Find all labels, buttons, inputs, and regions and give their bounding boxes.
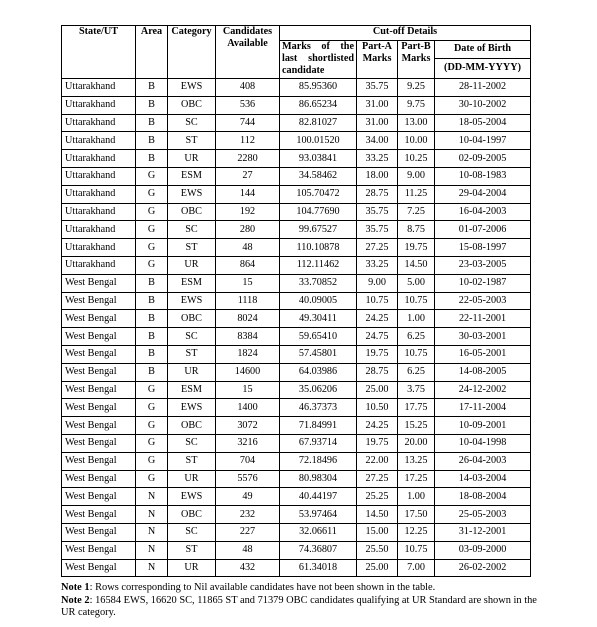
area-cell: B	[136, 363, 168, 381]
note-1-label: Note 1	[61, 582, 90, 593]
area-cell: B	[136, 79, 168, 97]
table-row	[62, 132, 531, 150]
candidates-cell: 1118	[216, 292, 280, 310]
dob-cell: 26-04-2003	[435, 452, 531, 470]
state-cell: Uttarakhand	[62, 239, 136, 257]
part-a-cell: 22.00	[357, 452, 398, 470]
state-cell: West Bengal	[62, 523, 136, 541]
part-b-cell: 10.75	[398, 541, 435, 559]
table-row	[62, 541, 531, 559]
part-b-cell: 7.00	[398, 559, 435, 577]
table-row	[62, 417, 531, 435]
marks-cell: 105.70472	[280, 185, 357, 203]
category-cell: EWS	[168, 399, 216, 417]
candidates-cell: 3216	[216, 434, 280, 452]
table-row	[62, 363, 531, 381]
part-b-cell: 9.25	[398, 79, 435, 97]
note-2	[61, 595, 541, 620]
marks-cell: 49.30411	[280, 310, 357, 328]
table-row	[62, 310, 531, 328]
table-row	[62, 96, 531, 114]
area-cell: B	[136, 292, 168, 310]
category-cell: OBC	[168, 506, 216, 524]
candidates-cell: 1824	[216, 345, 280, 363]
state-cell: Uttarakhand	[62, 167, 136, 185]
category-cell: EWS	[168, 488, 216, 506]
area-cell: G	[136, 221, 168, 239]
part-a-cell: 35.75	[357, 79, 398, 97]
table-row	[62, 523, 531, 541]
candidates-cell: 192	[216, 203, 280, 221]
notes-section	[61, 582, 541, 620]
marks-cell: 53.97464	[280, 506, 357, 524]
marks-cell: 32.06611	[280, 523, 357, 541]
part-a-cell: 28.75	[357, 185, 398, 203]
area-cell: N	[136, 506, 168, 524]
area-cell: G	[136, 470, 168, 488]
part-b-cell: 9.00	[398, 167, 435, 185]
part-a-cell: 27.25	[357, 239, 398, 257]
marks-cell: 72.18496	[280, 452, 357, 470]
table-row	[62, 328, 531, 346]
dob-cell: 18-05-2004	[435, 114, 531, 132]
marks-cell: 33.70852	[280, 274, 357, 292]
dob-cell: 03-09-2000	[435, 541, 531, 559]
part-b-cell: 6.25	[398, 363, 435, 381]
area-cell: G	[136, 417, 168, 435]
category-cell: UR	[168, 559, 216, 577]
cutoff-table	[61, 25, 531, 577]
part-b-cell: 17.75	[398, 399, 435, 417]
part-a-cell: 31.00	[357, 96, 398, 114]
dob-cell: 01-07-2006	[435, 221, 531, 239]
state-cell: West Bengal	[62, 470, 136, 488]
part-b-cell: 12.25	[398, 523, 435, 541]
part-a-cell: 14.50	[357, 506, 398, 524]
marks-cell: 40.09005	[280, 292, 357, 310]
candidates-cell: 48	[216, 541, 280, 559]
part-a-cell: 25.25	[357, 488, 398, 506]
header-date-of-birth	[435, 41, 531, 79]
area-cell: G	[136, 256, 168, 274]
marks-cell: 80.98304	[280, 470, 357, 488]
part-a-cell: 24.25	[357, 310, 398, 328]
dob-cell: 24-12-2002	[435, 381, 531, 399]
header-marks-last-shortlisted: Marks of the last shortlisted candidate	[280, 41, 357, 79]
table-row	[62, 506, 531, 524]
area-cell: B	[136, 274, 168, 292]
state-cell: West Bengal	[62, 310, 136, 328]
category-cell: OBC	[168, 96, 216, 114]
dob-cell: 22-05-2003	[435, 292, 531, 310]
marks-cell: 71.84991	[280, 417, 357, 435]
category-cell: EWS	[168, 292, 216, 310]
marks-cell: 86.65234	[280, 96, 357, 114]
part-a-cell: 34.00	[357, 132, 398, 150]
area-cell: B	[136, 132, 168, 150]
dob-cell: 25-05-2003	[435, 506, 531, 524]
candidates-cell: 8024	[216, 310, 280, 328]
table-row	[62, 150, 531, 168]
area-cell: B	[136, 328, 168, 346]
area-cell: G	[136, 203, 168, 221]
category-cell: EWS	[168, 79, 216, 97]
header-state: State/UT	[62, 26, 136, 79]
category-cell: ST	[168, 345, 216, 363]
state-cell: Uttarakhand	[62, 185, 136, 203]
dob-cell: 10-08-1983	[435, 167, 531, 185]
dob-cell: 26-02-2002	[435, 559, 531, 577]
state-cell: West Bengal	[62, 452, 136, 470]
table-row	[62, 559, 531, 577]
category-cell: OBC	[168, 203, 216, 221]
table-row	[62, 381, 531, 399]
table-row	[62, 79, 531, 97]
candidates-cell: 2280	[216, 150, 280, 168]
marks-cell: 46.37373	[280, 399, 357, 417]
state-cell: West Bengal	[62, 488, 136, 506]
marks-cell: 85.95360	[280, 79, 357, 97]
table-row	[62, 399, 531, 417]
category-cell: SC	[168, 221, 216, 239]
dob-cell: 23-03-2005	[435, 256, 531, 274]
category-cell: UR	[168, 150, 216, 168]
dob-cell: 16-04-2003	[435, 203, 531, 221]
marks-cell: 34.58462	[280, 167, 357, 185]
part-b-cell: 17.25	[398, 470, 435, 488]
header-part-a: Part-A Marks	[357, 41, 398, 79]
area-cell: N	[136, 541, 168, 559]
candidates-cell: 27	[216, 167, 280, 185]
header-candidates: Candidates Available	[216, 26, 280, 79]
dob-cell: 14-03-2004	[435, 470, 531, 488]
candidates-cell: 536	[216, 96, 280, 114]
dob-cell: 30-03-2001	[435, 328, 531, 346]
part-b-cell: 1.00	[398, 488, 435, 506]
dob-cell: 30-10-2002	[435, 96, 531, 114]
candidates-cell: 3072	[216, 417, 280, 435]
header-area: Area	[136, 26, 168, 79]
part-a-cell: 24.25	[357, 417, 398, 435]
table-row	[62, 488, 531, 506]
category-cell: SC	[168, 434, 216, 452]
category-cell: OBC	[168, 310, 216, 328]
part-a-cell: 35.75	[357, 221, 398, 239]
part-a-cell: 31.00	[357, 114, 398, 132]
dob-cell: 16-05-2001	[435, 345, 531, 363]
part-b-cell: 13.25	[398, 452, 435, 470]
part-b-cell: 19.75	[398, 239, 435, 257]
category-cell: ESM	[168, 381, 216, 399]
part-b-cell: 9.75	[398, 96, 435, 114]
marks-cell: 82.81027	[280, 114, 357, 132]
part-a-cell: 9.00	[357, 274, 398, 292]
part-a-cell: 15.00	[357, 523, 398, 541]
dob-cell: 18-08-2004	[435, 488, 531, 506]
table-body	[62, 79, 531, 577]
part-b-cell: 10.25	[398, 150, 435, 168]
table-row	[62, 114, 531, 132]
candidates-cell: 232	[216, 506, 280, 524]
marks-cell: 99.67527	[280, 221, 357, 239]
header-dob-line1: Date of Birth	[453, 43, 512, 54]
part-a-cell: 25.00	[357, 559, 398, 577]
dob-cell: 14-08-2005	[435, 363, 531, 381]
category-cell: SC	[168, 328, 216, 346]
marks-cell: 67.93714	[280, 434, 357, 452]
candidates-cell: 14600	[216, 363, 280, 381]
marks-cell: 74.36807	[280, 541, 357, 559]
part-b-cell: 6.25	[398, 328, 435, 346]
part-a-cell: 10.75	[357, 292, 398, 310]
part-b-cell: 14.50	[398, 256, 435, 274]
category-cell: ST	[168, 239, 216, 257]
area-cell: G	[136, 381, 168, 399]
category-cell: ESM	[168, 167, 216, 185]
state-cell: West Bengal	[62, 434, 136, 452]
marks-cell: 64.03986	[280, 363, 357, 381]
part-b-cell: 20.00	[398, 434, 435, 452]
area-cell: N	[136, 559, 168, 577]
category-cell: OBC	[168, 417, 216, 435]
candidates-cell: 15	[216, 274, 280, 292]
category-cell: EWS	[168, 185, 216, 203]
area-cell: B	[136, 345, 168, 363]
candidates-cell: 8384	[216, 328, 280, 346]
candidates-cell: 5576	[216, 470, 280, 488]
part-a-cell: 35.75	[357, 203, 398, 221]
area-cell: G	[136, 185, 168, 203]
state-cell: Uttarakhand	[62, 203, 136, 221]
dob-cell: 29-04-2004	[435, 185, 531, 203]
area-cell: B	[136, 310, 168, 328]
marks-cell: 57.45801	[280, 345, 357, 363]
candidates-cell: 144	[216, 185, 280, 203]
category-cell: SC	[168, 523, 216, 541]
part-a-cell: 28.75	[357, 363, 398, 381]
state-cell: West Bengal	[62, 506, 136, 524]
part-b-cell: 17.50	[398, 506, 435, 524]
table-row	[62, 452, 531, 470]
state-cell: West Bengal	[62, 292, 136, 310]
table-row	[62, 239, 531, 257]
marks-cell: 61.34018	[280, 559, 357, 577]
state-cell: Uttarakhand	[62, 256, 136, 274]
table-row	[62, 203, 531, 221]
part-b-cell: 10.75	[398, 292, 435, 310]
candidates-cell: 744	[216, 114, 280, 132]
part-b-cell: 10.00	[398, 132, 435, 150]
dob-cell: 02-09-2005	[435, 150, 531, 168]
category-cell: SC	[168, 114, 216, 132]
table-row	[62, 434, 531, 452]
part-a-cell: 27.25	[357, 470, 398, 488]
table-row	[62, 345, 531, 363]
area-cell: B	[136, 96, 168, 114]
part-b-cell: 10.75	[398, 345, 435, 363]
part-b-cell: 13.00	[398, 114, 435, 132]
part-a-cell: 24.75	[357, 328, 398, 346]
state-cell: West Bengal	[62, 345, 136, 363]
table-row	[62, 256, 531, 274]
area-cell: B	[136, 150, 168, 168]
note-1-text: : Rows corresponding to Nil available candidates have not been shown in the table.	[89, 582, 436, 593]
header-dob-line2: (DD-MM-YYYY)	[435, 58, 530, 78]
dob-cell: 10-04-1997	[435, 132, 531, 150]
state-cell: Uttarakhand	[62, 221, 136, 239]
part-b-cell: 1.00	[398, 310, 435, 328]
table-row	[62, 274, 531, 292]
area-cell: G	[136, 167, 168, 185]
category-cell: ESM	[168, 274, 216, 292]
area-cell: G	[136, 452, 168, 470]
part-a-cell: 18.00	[357, 167, 398, 185]
dob-cell: 17-11-2004	[435, 399, 531, 417]
state-cell: Uttarakhand	[62, 150, 136, 168]
dob-cell: 31-12-2001	[435, 523, 531, 541]
state-cell: West Bengal	[62, 399, 136, 417]
marks-cell: 110.10878	[280, 239, 357, 257]
part-a-cell: 25.50	[357, 541, 398, 559]
table-row	[62, 221, 531, 239]
marks-cell: 35.06206	[280, 381, 357, 399]
category-cell: ST	[168, 541, 216, 559]
state-cell: Uttarakhand	[62, 79, 136, 97]
part-a-cell: 10.50	[357, 399, 398, 417]
area-cell: B	[136, 114, 168, 132]
note-1	[61, 582, 541, 595]
candidates-cell: 280	[216, 221, 280, 239]
category-cell: ST	[168, 132, 216, 150]
dob-cell: 22-11-2001	[435, 310, 531, 328]
note-2-label: Note 2	[61, 594, 90, 606]
marks-cell: 100.01520	[280, 132, 357, 150]
marks-cell: 40.44197	[280, 488, 357, 506]
state-cell: West Bengal	[62, 363, 136, 381]
candidates-cell: 227	[216, 523, 280, 541]
part-b-cell: 3.75	[398, 381, 435, 399]
state-cell: Uttarakhand	[62, 132, 136, 150]
dob-cell: 10-09-2001	[435, 417, 531, 435]
part-a-cell: 33.25	[357, 150, 398, 168]
marks-cell: 59.65410	[280, 328, 357, 346]
marks-cell: 104.77690	[280, 203, 357, 221]
state-cell: Uttarakhand	[62, 96, 136, 114]
part-a-cell: 19.75	[357, 345, 398, 363]
candidates-cell: 864	[216, 256, 280, 274]
table-row	[62, 292, 531, 310]
candidates-cell: 408	[216, 79, 280, 97]
candidates-cell: 1400	[216, 399, 280, 417]
dob-cell: 15-08-1997	[435, 239, 531, 257]
part-b-cell: 7.25	[398, 203, 435, 221]
header-part-b: Part-B Marks	[398, 41, 435, 79]
area-cell: G	[136, 239, 168, 257]
candidates-cell: 432	[216, 559, 280, 577]
state-cell: West Bengal	[62, 417, 136, 435]
dob-cell: 10-02-1987	[435, 274, 531, 292]
state-cell: West Bengal	[62, 381, 136, 399]
state-cell: West Bengal	[62, 541, 136, 559]
category-cell: UR	[168, 363, 216, 381]
header-category: Category	[168, 26, 216, 79]
area-cell: N	[136, 523, 168, 541]
dob-cell: 10-04-1998	[435, 434, 531, 452]
candidates-cell: 49	[216, 488, 280, 506]
cutoff-table-container	[61, 25, 530, 577]
note-2-text: : 16584 EWS, 16620 SC, 11865 ST and 71379 OBC candidates qualifying at UR Standard are shown in the UR category.	[61, 594, 537, 619]
part-a-cell: 19.75	[357, 434, 398, 452]
part-a-cell: 33.25	[357, 256, 398, 274]
part-b-cell: 11.25	[398, 185, 435, 203]
state-cell: West Bengal	[62, 559, 136, 577]
table-row	[62, 167, 531, 185]
state-cell: West Bengal	[62, 274, 136, 292]
table-row	[62, 470, 531, 488]
part-b-cell: 5.00	[398, 274, 435, 292]
part-b-cell: 8.75	[398, 221, 435, 239]
area-cell: N	[136, 488, 168, 506]
candidates-cell: 15	[216, 381, 280, 399]
part-a-cell: 25.00	[357, 381, 398, 399]
header-cutoff-details: Cut-off Details	[280, 26, 531, 41]
category-cell: UR	[168, 256, 216, 274]
state-cell: Uttarakhand	[62, 114, 136, 132]
area-cell: G	[136, 399, 168, 417]
state-cell: West Bengal	[62, 328, 136, 346]
candidates-cell: 704	[216, 452, 280, 470]
candidates-cell: 48	[216, 239, 280, 257]
category-cell: ST	[168, 452, 216, 470]
part-b-cell: 15.25	[398, 417, 435, 435]
candidates-cell: 112	[216, 132, 280, 150]
category-cell: UR	[168, 470, 216, 488]
marks-cell: 112.11462	[280, 256, 357, 274]
area-cell: G	[136, 434, 168, 452]
dob-cell: 28-11-2002	[435, 79, 531, 97]
marks-cell: 93.03841	[280, 150, 357, 168]
table-row	[62, 185, 531, 203]
